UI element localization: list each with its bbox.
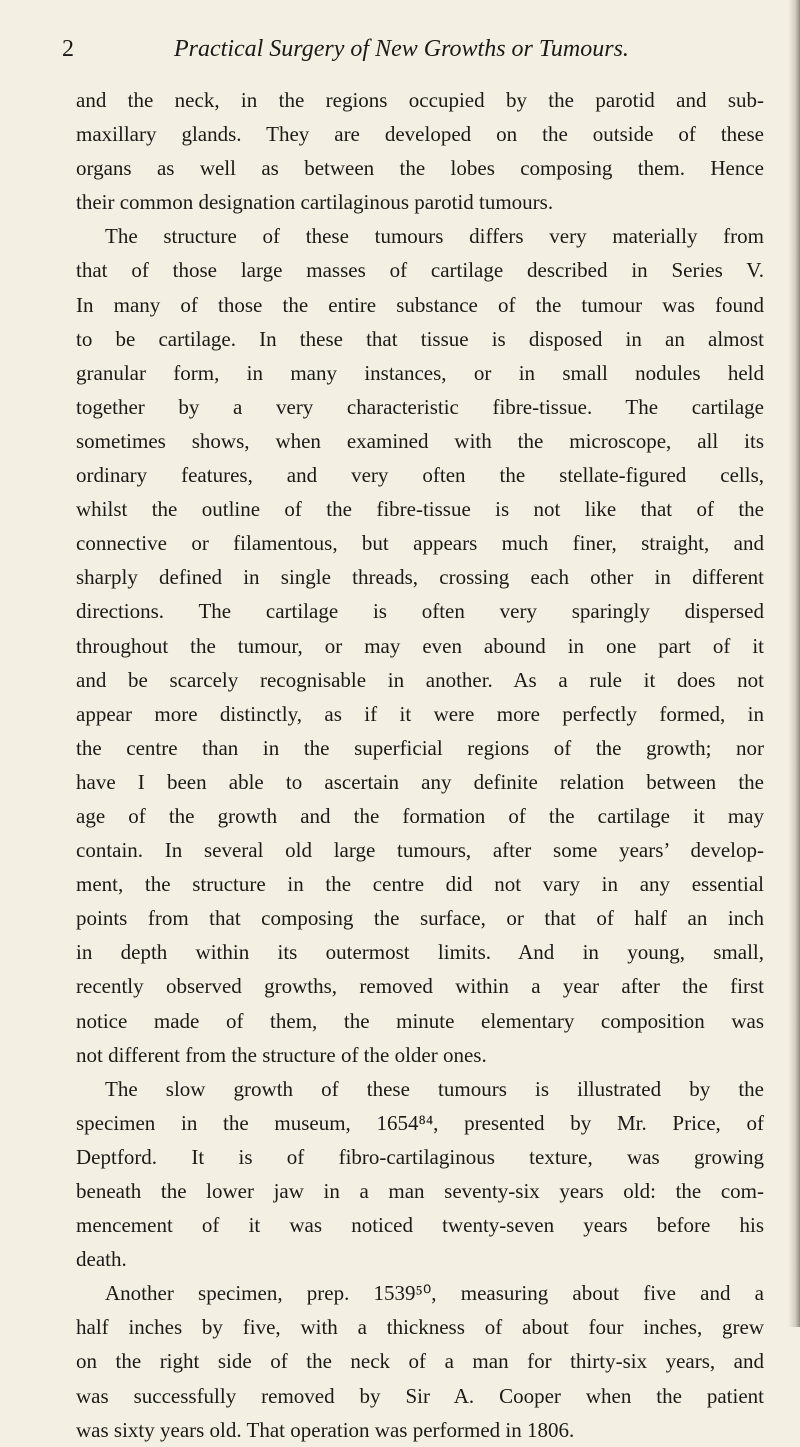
text-line: in depth within its outermost limits. And in young, small,	[76, 940, 764, 965]
text-line: In many of those the entire substance of the tumour was found	[76, 292, 764, 317]
text-line: sometimes shows, when examined with the microscope, all its	[76, 428, 764, 453]
running-head: Practical Surgery of New Growths or Tumours.	[174, 36, 629, 62]
text-line: the centre than in the superficial regions of the growth; nor	[76, 735, 764, 760]
text-line: mencement of it was noticed twenty-seven years before his	[76, 1213, 764, 1238]
text-line: ment, the structure in the centre did not vary in any essential	[76, 872, 764, 897]
text-line: maxillary glands. They are developed on the outside of these	[76, 122, 764, 147]
text-line: and be scarcely recognisable in another. As a rule it does not	[76, 667, 764, 692]
text-line: points from that composing the surface, or that of half an inch	[76, 906, 764, 931]
text-line: recently observed growths, removed within a year after the first	[76, 974, 764, 999]
text-line: throughout the tumour, or may even abound in one part of it	[76, 633, 764, 658]
text-line: connective or filamentous, but appears much finer, straight, and	[76, 531, 764, 556]
text-line: and the neck, in the regions occupied by the parotid and sub-	[76, 88, 764, 112]
text-line: death.	[76, 1247, 127, 1272]
text-line: whilst the outline of the fibre-tissue is not like that of the	[76, 497, 764, 522]
text-line: organs as well as between the lobes composing them. Hence	[76, 156, 764, 181]
text-line: that of those large masses of cartilage described in Series V.	[76, 258, 764, 283]
text-line: notice made of them, the minute elementary composition was	[76, 1008, 764, 1033]
text-line: on the right side of the neck of a man for thirty-six years, and	[76, 1349, 764, 1374]
text-line: sharply defined in single threads, crossing each other in different	[76, 565, 764, 590]
text-line: not different from the structure of the older ones.	[76, 1042, 487, 1067]
text-line: Another specimen, prep. 1539⁵⁰, measuring about five and a	[105, 1281, 764, 1306]
page-edge-shadow	[788, 0, 800, 1327]
text-line: granular form, in many instances, or in small nodules held	[76, 360, 764, 385]
text-line: ordinary features, and very often the stellate-figured cells,	[76, 463, 764, 488]
text-line: half inches by five, with a thickness of about four inches, grew	[76, 1315, 764, 1340]
page-number: 2	[62, 36, 74, 62]
text-line: was sixty years old. That operation was performed in 1806.	[76, 1417, 575, 1442]
text-line: together by a very characteristic fibre-tissue. The cartilage	[76, 394, 764, 419]
text-line: The slow growth of these tumours is illustrated by the	[105, 1076, 764, 1101]
text-line: their common designation cartilaginous parotid tumours.	[76, 190, 554, 215]
text-line: The structure of these tumours differs very materially from	[105, 224, 764, 249]
text-line: beneath the lower jaw in a man seventy-six years old: the com-	[76, 1179, 764, 1203]
text-line: Deptford. It is of fibro-cartilaginous texture, was growing	[76, 1144, 764, 1169]
text-line: was successfully removed by Sir A. Cooper when the patient	[76, 1383, 764, 1408]
text-line: directions. The cartilage is often very sparingly dispersed	[76, 599, 764, 624]
text-line: specimen in the museum, 1654⁸⁴, presented by Mr. Price, of	[76, 1110, 764, 1135]
text-line: have I been able to ascertain any definite relation between the	[76, 769, 764, 794]
text-line: contain. In several old large tumours, after some years’ develop-	[76, 838, 764, 863]
body-text	[76, 83, 764, 1447]
text-line: appear more distinctly, as if it were more perfectly formed, in	[76, 701, 764, 726]
page-header	[62, 36, 702, 76]
text-line: age of the growth and the formation of the cartilage it may	[76, 803, 764, 828]
text-line: to be cartilage. In these that tissue is disposed in an almost	[76, 326, 764, 351]
